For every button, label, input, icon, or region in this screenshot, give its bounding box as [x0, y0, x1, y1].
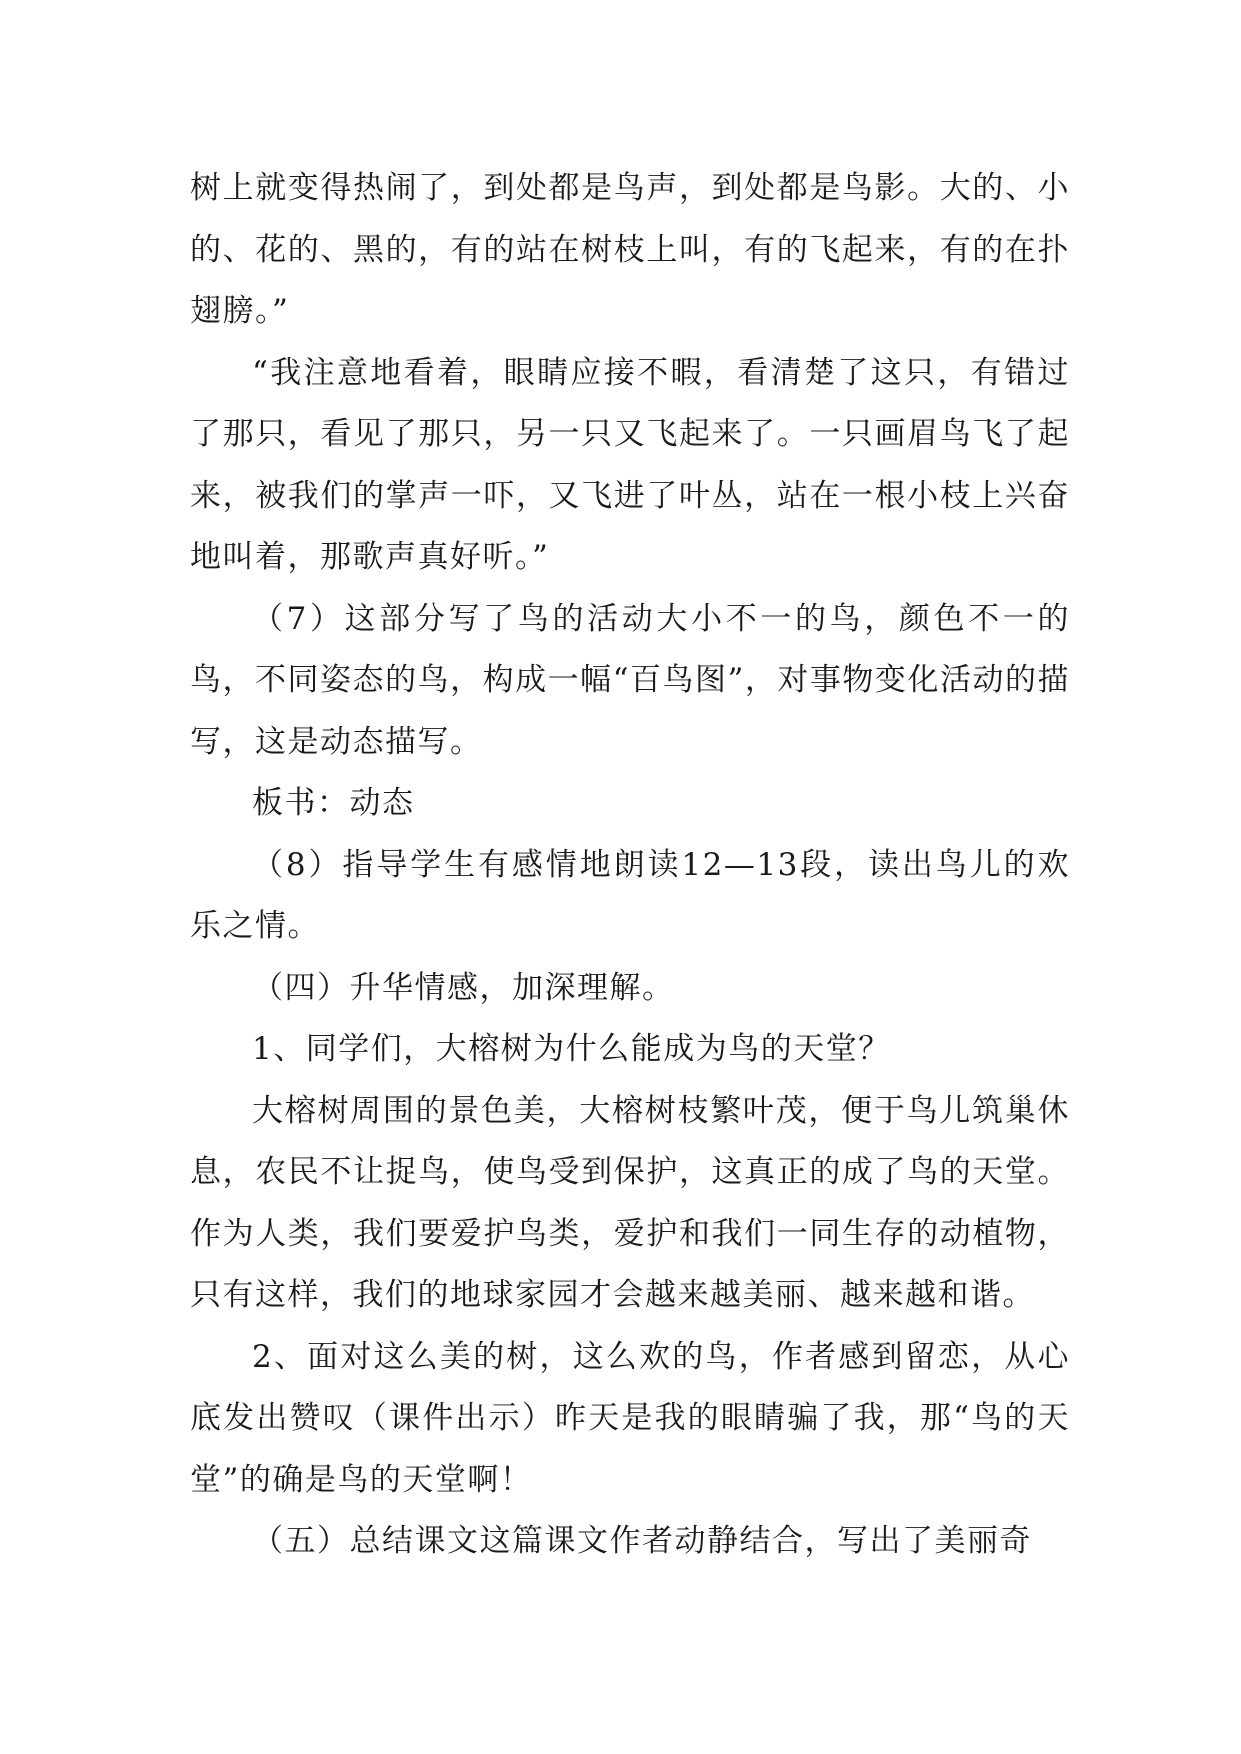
paragraph-3: （7）这部分写了鸟的活动大小不一的鸟，颜色不一的鸟，不同姿态的鸟，构成一幅“百鸟图”，对事物变化活动的描写，这是动态描写。 [190, 600, 1070, 760]
paragraph-8: 大榕树周围的景色美，大榕树枝繁叶茂，便于鸟儿筑巢休息，农民不让捉鸟，使鸟受到保护，这真正的成了鸟的天堂。作为人类，我们要爱护鸟类，爱护和我们一同生存的动植物，只有这样，我们的地球家园才会越来越美丽、越来越和谐。 [190, 1092, 1070, 1313]
paragraph-1: 树上就变得热闹了，到处都是鸟声，到处都是鸟影。大的、小的、花的、黑的，有的站在树枝上叫，有的飞起来，有的在扑翅膀。” [190, 170, 1070, 329]
paragraph-7: 1、同学们，大榕树为什么能成为鸟的天堂？ [252, 1031, 891, 1067]
paragraph-9: 2、面对这么美的树，这么欢的鸟，作者感到留恋，从心底发出赞叹（课件出示）昨天是我的眼睛骗了我，那“鸟的天堂”的确是鸟的天堂啊！ [190, 1338, 1070, 1498]
paragraph-4: 板书：动态 [252, 785, 415, 821]
document-body [190, 158, 1070, 1573]
paragraph-5: （8）指导学生有感情地朗读12—13段，读出鸟儿的欢乐之情。 [190, 846, 1070, 944]
paragraph-10: （五）总结课文这篇课文作者动静结合，写出了美丽奇 [252, 1523, 1032, 1559]
paragraph-6: （四）升华情感，加深理解。 [252, 969, 675, 1006]
paragraph-2: “我注意地看着，眼睛应接不暇，看清楚了这只，有错过了那只，看见了那只，另一只又飞起来了。一只画眉鸟飞了起来，被我们的掌声一吓，又飞进了叶丛，站在一根小枝上兴奋地叫着，那歌声真好听。” [190, 354, 1070, 575]
